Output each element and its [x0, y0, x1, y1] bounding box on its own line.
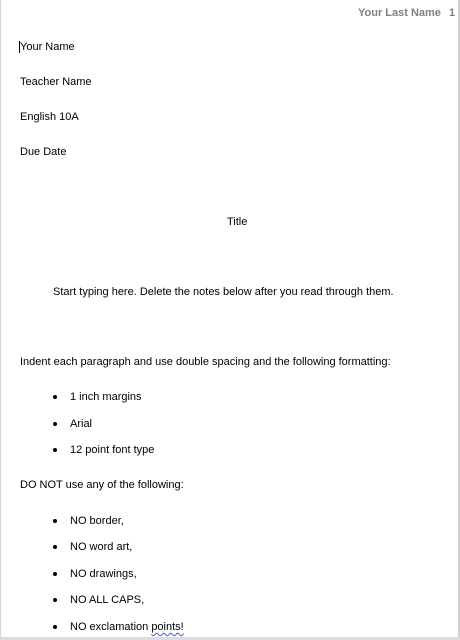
document-title[interactable]: Title — [227, 216, 248, 228]
bullet-icon — [53, 625, 57, 629]
spellcheck-flagged-word[interactable]: points! — [151, 621, 184, 633]
bullet-icon — [53, 519, 57, 523]
teacher-name[interactable]: Teacher Name — [20, 76, 92, 88]
avoid-item[interactable]: NO word art, — [70, 541, 133, 553]
avoid-instructions[interactable]: DO NOT use any of the following: — [20, 479, 184, 491]
intro-paragraph[interactable]: Start typing here. Delete the notes below after you read through them. — [53, 286, 394, 298]
formatting-item[interactable]: 12 point font type — [70, 444, 155, 456]
due-date[interactable]: Due Date — [20, 146, 67, 158]
bullet-icon — [53, 395, 57, 399]
course-name[interactable]: English 10A — [20, 111, 79, 123]
avoid-item[interactable]: NO drawings, — [70, 568, 137, 580]
student-name[interactable]: Your Name — [20, 41, 75, 53]
avoid-item[interactable]: NO border, — [70, 515, 124, 527]
formatting-instructions[interactable]: Indent each paragraph and use double spacing and the following formatting: — [20, 356, 391, 368]
avoid-item-last[interactable] — [70, 621, 184, 634]
header-last-name[interactable]: Your Last Name — [358, 7, 441, 19]
formatting-item[interactable]: Arial — [70, 418, 93, 430]
formatting-item[interactable]: 1 inch margins — [70, 391, 142, 403]
bullet-icon — [53, 448, 57, 452]
bullet-icon — [53, 422, 57, 426]
bullet-icon — [53, 572, 57, 576]
avoid-item[interactable]: NO ALL CAPS, — [70, 594, 145, 606]
header-page-number: 1 — [449, 7, 456, 19]
avoid-item-text: NO exclamation — [70, 621, 152, 633]
bullet-icon — [53, 598, 57, 602]
bullet-icon — [53, 545, 57, 549]
page-left-edge — [0, 0, 1, 640]
